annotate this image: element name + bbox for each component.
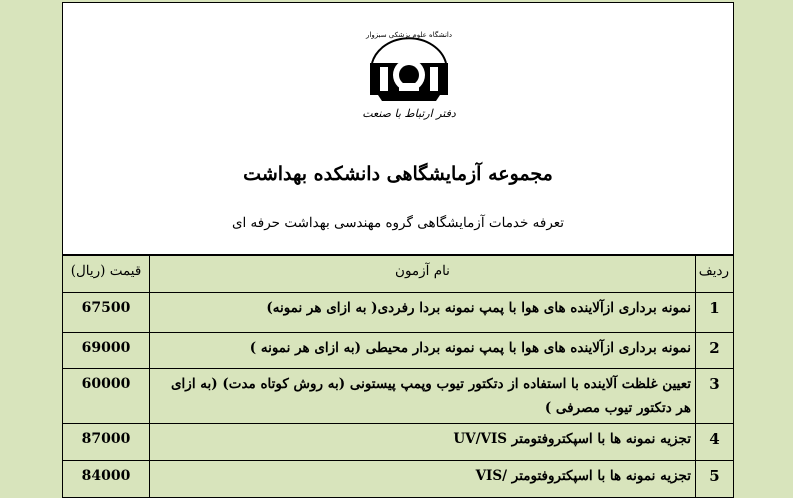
test-price: 60000 bbox=[63, 369, 150, 424]
row-number: 5 bbox=[696, 461, 734, 498]
svg-text:دانشگاه علوم پزشکی سبزوار: دانشگاه علوم پزشکی سبزوار bbox=[366, 31, 452, 39]
tariff-table bbox=[62, 255, 734, 498]
row-number: 1 bbox=[696, 293, 734, 333]
row-number: 3 bbox=[696, 369, 734, 424]
table-row bbox=[63, 333, 734, 369]
test-price: 87000 bbox=[63, 424, 150, 461]
document-header bbox=[62, 2, 734, 255]
page-title: مجموعه آزمایشگاهی دانشکده بهداشت bbox=[243, 163, 553, 185]
table-row bbox=[63, 293, 734, 333]
table-header-row bbox=[63, 256, 734, 293]
row-number: 4 bbox=[696, 424, 734, 461]
test-price: 84000 bbox=[63, 461, 150, 498]
table-row bbox=[63, 461, 734, 498]
test-name: تجزیه نمونه ها با اسپکتروفتومتر /VIS bbox=[150, 461, 696, 498]
column-header-row-number: ردیف bbox=[696, 256, 734, 293]
test-price: 69000 bbox=[63, 333, 150, 369]
column-header-test-name: نام آزمون bbox=[150, 256, 696, 293]
table-row bbox=[63, 369, 734, 424]
column-header-price: قیمت (ریال) bbox=[63, 256, 150, 293]
test-name: تجزیه نمونه ها با اسپکتروفتومتر UV/VIS bbox=[150, 424, 696, 461]
test-price: 67500 bbox=[63, 293, 150, 333]
test-name: نمونه برداری ازآلاینده های هوا با پمپ نمونه بردار محیطی (به ازای هر نمونه ) bbox=[150, 333, 696, 369]
row-number: 2 bbox=[696, 333, 734, 369]
svg-text:دفتر ارتباط با صنعت: دفتر ارتباط با صنعت bbox=[362, 107, 456, 120]
table-row bbox=[63, 424, 734, 461]
test-name: نمونه برداری ازآلاینده های هوا با پمپ نمونه بردا رفردی( به ازای هر نمونه) bbox=[150, 293, 696, 333]
university-logo-icon bbox=[358, 23, 460, 123]
page-subtitle: تعرفه خدمات آزمایشگاهی گروه مهندسی بهداشت حرفه ای bbox=[231, 215, 565, 231]
test-name: تعیین غلظت آلاینده با استفاده از دتکتور تیوب وپمپ پیستونی (به روش کوتاه مدت) (به ازای هر دتکتور تیوب مصرفی ) bbox=[150, 369, 696, 424]
